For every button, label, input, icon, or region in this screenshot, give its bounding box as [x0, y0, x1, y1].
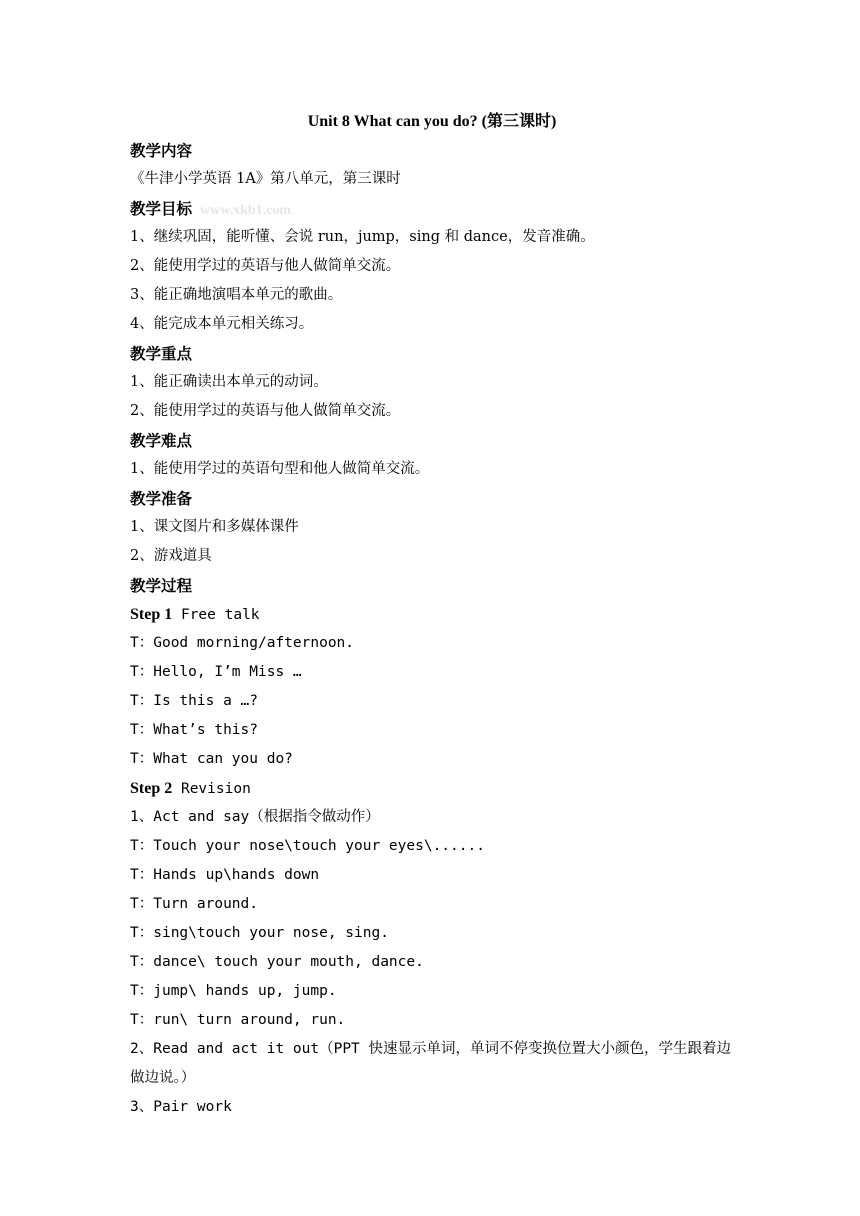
- step1-label: Step 1: [130, 606, 173, 623]
- goal-line-2: 2、能使用学过的英语与他人做简单交流。: [130, 258, 401, 274]
- document-page: [130, 108, 740, 1122]
- step1-heading: [130, 600, 740, 629]
- heading-teaching-goals: [130, 194, 740, 223]
- key-point-line-1: 1、能正确读出本单元的动词。: [130, 374, 328, 390]
- goal-line-1: 1、继续巩固，能听懂、会说 run，jump，sing 和 dance，发音准确。: [130, 229, 595, 245]
- step2-line-8: T：run\ turn around, run.: [130, 1012, 346, 1028]
- step2-heading: [130, 774, 740, 803]
- step1-line-2: T：Hello, I’m Miss …: [130, 664, 302, 680]
- preparation-line-1: 1、课文图片和多媒体课件: [130, 519, 299, 535]
- heading-key-points: 教学重点: [130, 344, 193, 363]
- step1-line-5: T：What can you do?: [130, 751, 293, 767]
- goal-line-4: 4、能完成本单元相关练习。: [130, 316, 314, 332]
- step1-line-4: T：What’s this?: [130, 722, 258, 738]
- heading-process: 教学过程: [130, 576, 193, 595]
- goal-line-3: 3、能正确地演唱本单元的歌曲。: [130, 287, 343, 303]
- step2-label: Step 2: [130, 780, 173, 797]
- content-line-1: 《牛津小学英语 1A》第八单元，第三课时: [130, 171, 401, 187]
- step2-name: Revision: [172, 781, 251, 797]
- step1-name: Free talk: [172, 607, 260, 623]
- key-point-line-2: 2、能使用学过的英语与他人做简单交流。: [130, 403, 401, 419]
- step2-line-5: T：sing\touch your nose, sing.: [130, 925, 389, 941]
- document-title: Unit 8 What can you do? (第三课时): [307, 113, 557, 130]
- heading-difficulties: 教学难点: [130, 431, 193, 450]
- step1-line-1: T：Good morning/afternoon.: [130, 635, 355, 651]
- step2-line-4: T：Turn around.: [130, 896, 258, 912]
- step2-read-act-line: 2、Read and act it out（PPT 快速显示单词，单词不停变换位置大小颜色，学生跟着边做边说。）: [130, 1041, 732, 1086]
- step2-line-3: T：Hands up\hands down: [130, 867, 320, 883]
- difficulty-line-1: 1、能使用学过的英语句型和他人做简单交流。: [130, 461, 430, 477]
- step2-pair-work-line: 3、Pair work: [130, 1099, 232, 1115]
- step1-line-3: T：Is this a …?: [130, 693, 258, 709]
- preparation-line-2: 2、游戏道具: [130, 548, 212, 564]
- heading-teaching-content: 教学内容: [130, 141, 193, 160]
- step2-line-1: 1、Act and say（根据指令做动作）: [130, 809, 380, 825]
- watermark-text: www.xkb1.com: [200, 203, 292, 218]
- step2-line-7: T：jump\ hands up, jump.: [130, 983, 337, 999]
- heading-preparation: 教学准备: [130, 489, 193, 508]
- goals-heading-text: 教学目标: [130, 199, 193, 218]
- step2-line-2: T：Touch your nose\touch your eyes\......: [130, 838, 485, 854]
- step2-line-6: T：dance\ touch your mouth, dance.: [130, 954, 424, 970]
